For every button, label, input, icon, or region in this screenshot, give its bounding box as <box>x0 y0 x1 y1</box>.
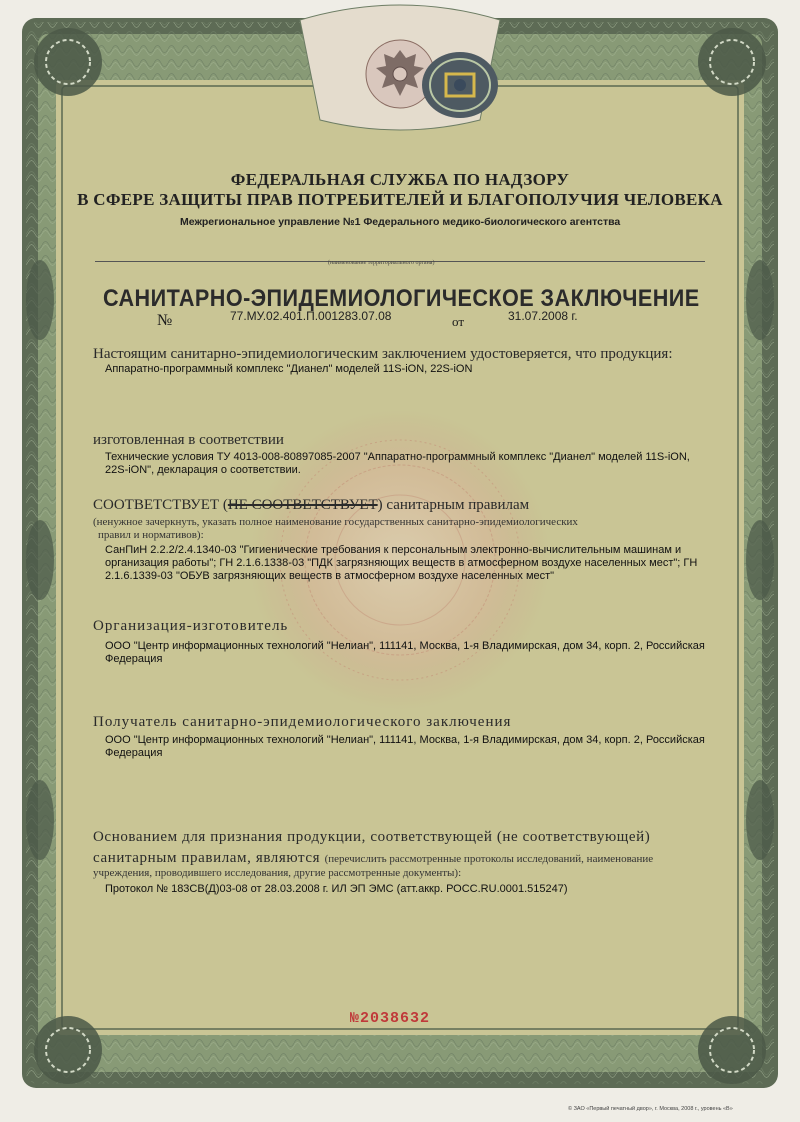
product-value: Аппаратно-программный комплекс "Дианел" моделей 11S-iON, 22S-iON <box>105 363 473 375</box>
compliance-statement <box>93 497 529 514</box>
territorial-body: Межрегиональное управление №1 Федерального медико-биологического агентства <box>180 216 621 228</box>
compliance-note-line2: правил и нормативов): <box>98 529 204 541</box>
sanitary-rules-text: санитарным правилам <box>386 497 530 513</box>
printer-footer: © ЗАО «Первый печатный двор», г. Москва, 2008 г., уровень «В» <box>568 1106 733 1112</box>
manufacturer-label: Организация-изготовитель <box>93 618 289 634</box>
basis-label-line1: Основанием для признания продукции, соответствующей (не соответствующей) <box>93 829 651 845</box>
basis-note-b: учреждения, проводившего исследования, другие рассмотренные документы): <box>93 867 462 879</box>
agency-name-line1: ФЕДЕРАЛЬНАЯ СЛУЖБА ПО НАДЗОРУ <box>230 170 570 189</box>
recipient-label: Получатель санитарно-эпидемиологического заключения <box>93 714 512 730</box>
open-paren: ( <box>222 497 228 513</box>
document-number: 77.МУ.02.401.П.001283.07.08 <box>230 309 392 323</box>
not-complies-text-struck: НЕ СООТВЕТСТВУЕТ <box>227 497 378 513</box>
document-date: 31.07.2008 г. <box>508 309 578 323</box>
manufacturer-value: ООО "Центр информационных технологий "Нелиан", 111141, Москва, 1-я Владимирская, дом 34, корп. 2, Российская Федерация <box>105 640 705 665</box>
serial-number: №2038632 <box>350 1010 431 1027</box>
complies-text: СООТВЕТСТВУЕТ <box>93 497 220 513</box>
recipient-value: ООО "Центр информационных технологий "Нелиан", 111141, Москва, 1-я Владимирская, дом 34, корп. 2, Российская Федерация <box>105 734 705 759</box>
compliance-note-line1: (ненужное зачеркнуть, указать полное наименование государственных санитарно-эпидемиологических <box>93 516 578 528</box>
date-label: от <box>452 314 465 329</box>
hologram-seal-icon <box>420 50 500 120</box>
number-label: № <box>157 312 173 329</box>
territorial-caption: (наименование территориального органа) <box>328 260 435 266</box>
product-label: Настоящим санитарно-эпидемиологическим заключением удостоверяется, что продукция: <box>93 346 673 362</box>
manufactured-value: Технические условия ТУ 4013-008-80897085-2007 "Аппаратно-программный комплекс "Дианел" моделей 11S-iON, 22S-iON", декларация о соответствии. <box>105 451 690 476</box>
basis-value: Протокол № 183СВ(Д)03-08 от 28.03.2008 г. ИЛ ЭП ЭМС (атт.аккр. РОСС.RU.0001.515247) <box>105 883 568 895</box>
close-paren: ) <box>377 497 383 513</box>
basis-label-line2-wrap <box>93 849 653 867</box>
basis-note-a: (перечислить рассмотренные протоколы исследований, наименование <box>324 853 654 865</box>
document-title: САНИТАРНО-ЭПИДЕМИОЛОГИЧЕСКОЕ ЗАКЛЮЧЕНИЕ <box>103 285 700 312</box>
manufactured-label: изготовленная в соответствии <box>93 432 284 448</box>
compliance-value: СанПиН 2.2.2/2.4.1340-03 "Гигиенические требования к персональным электронно-вычислительным машинам и организация работы"; ГН 2.1.6.1338-03 "ПДК загрязняющих веществ в атмосферном воздухе населенных мест"; ГН 2.1.6.1339-03 "ОБУВ загрязняющих веществ в атмосферном воздухе населенных мест" <box>105 544 698 582</box>
basis-label-line2: санитарным правилам, являются <box>93 850 321 866</box>
agency-name-line2: В СФЕРЕ ЗАЩИТЫ ПРАВ ПОТРЕБИТЕЛЕЙ И БЛАГОПОЛУЧИЯ ЧЕЛОВЕКА <box>77 190 723 209</box>
